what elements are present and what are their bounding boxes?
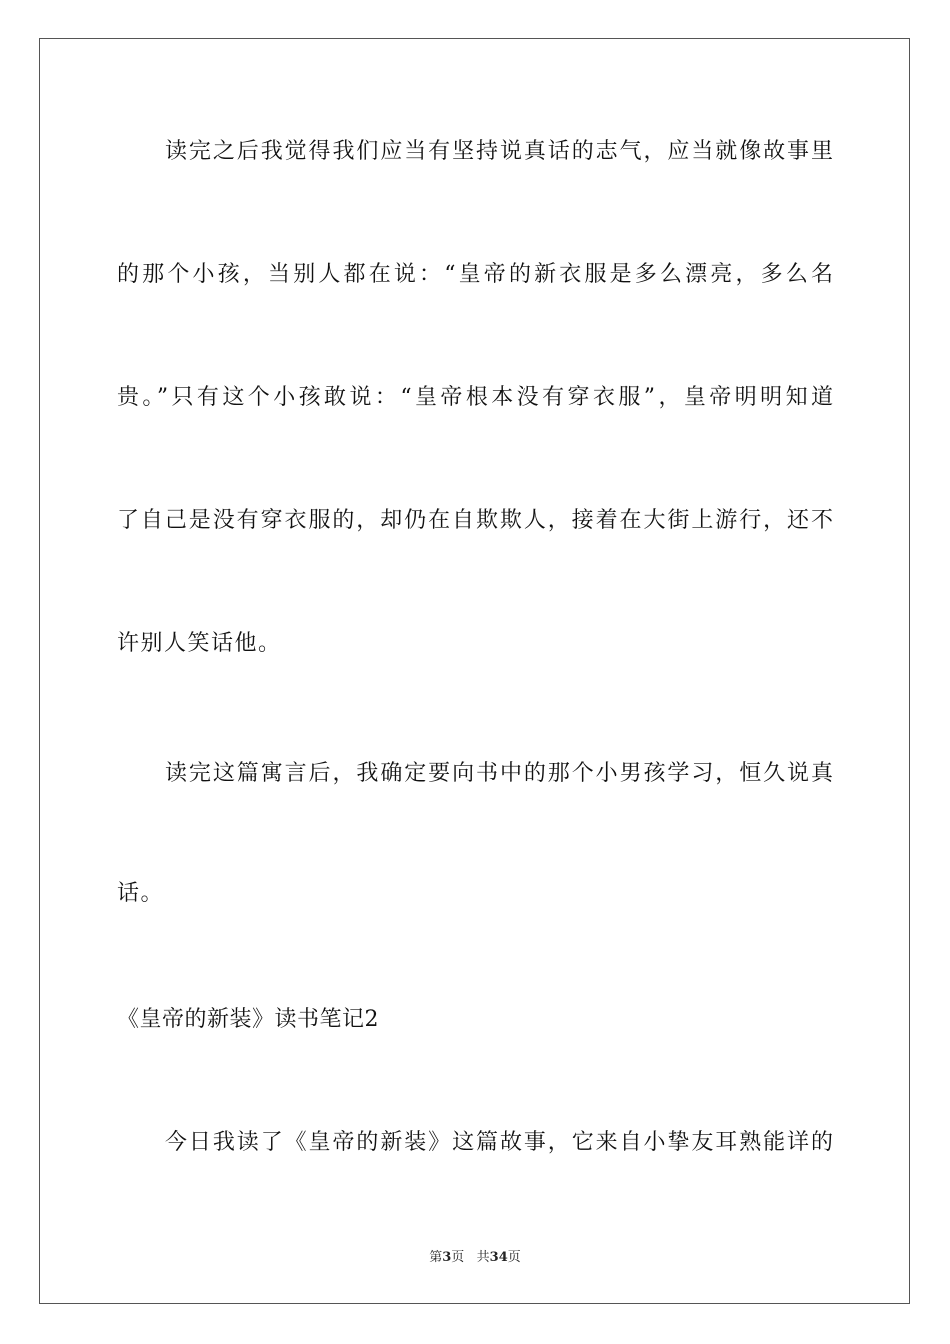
paragraph-line: 许别人笑话他。: [117, 631, 282, 656]
footer-total-pages: 34: [489, 1250, 508, 1265]
footer-current-page: 3: [442, 1250, 452, 1265]
page-footer: [0, 1246, 950, 1265]
paragraph-line: 话。: [117, 881, 165, 906]
page-border: [39, 38, 910, 1304]
paragraph-line: 贵。”只有这个小孩敢说：“皇帝根本没有穿衣服”，皇帝明明知道: [117, 385, 833, 410]
footer-page-mid: 页 共: [451, 1250, 490, 1265]
footer-page-suffix: 页: [507, 1250, 521, 1265]
paragraph-line: 读完之后我觉得我们应当有坚持说真话的志气，应当就像故事里: [165, 139, 833, 164]
paragraph-line: 读完这篇寓言后，我确定要向书中的那个小男孩学习，恒久说真: [165, 761, 833, 786]
paragraph-line: 的那个小孩，当别人都在说：“皇帝的新衣服是多么漂亮，多么名: [117, 262, 833, 287]
paragraph-line: 今日我读了《皇帝的新装》这篇故事，它来自小挚友耳熟能详的: [165, 1130, 833, 1155]
paragraph-line: 了自己是没有穿衣服的，却仍在自欺欺人，接着在大街上游行，还不: [117, 508, 833, 533]
section-heading: 《皇帝的新装》读书笔记2: [117, 1007, 379, 1032]
footer-page-prefix: 第: [429, 1250, 443, 1265]
